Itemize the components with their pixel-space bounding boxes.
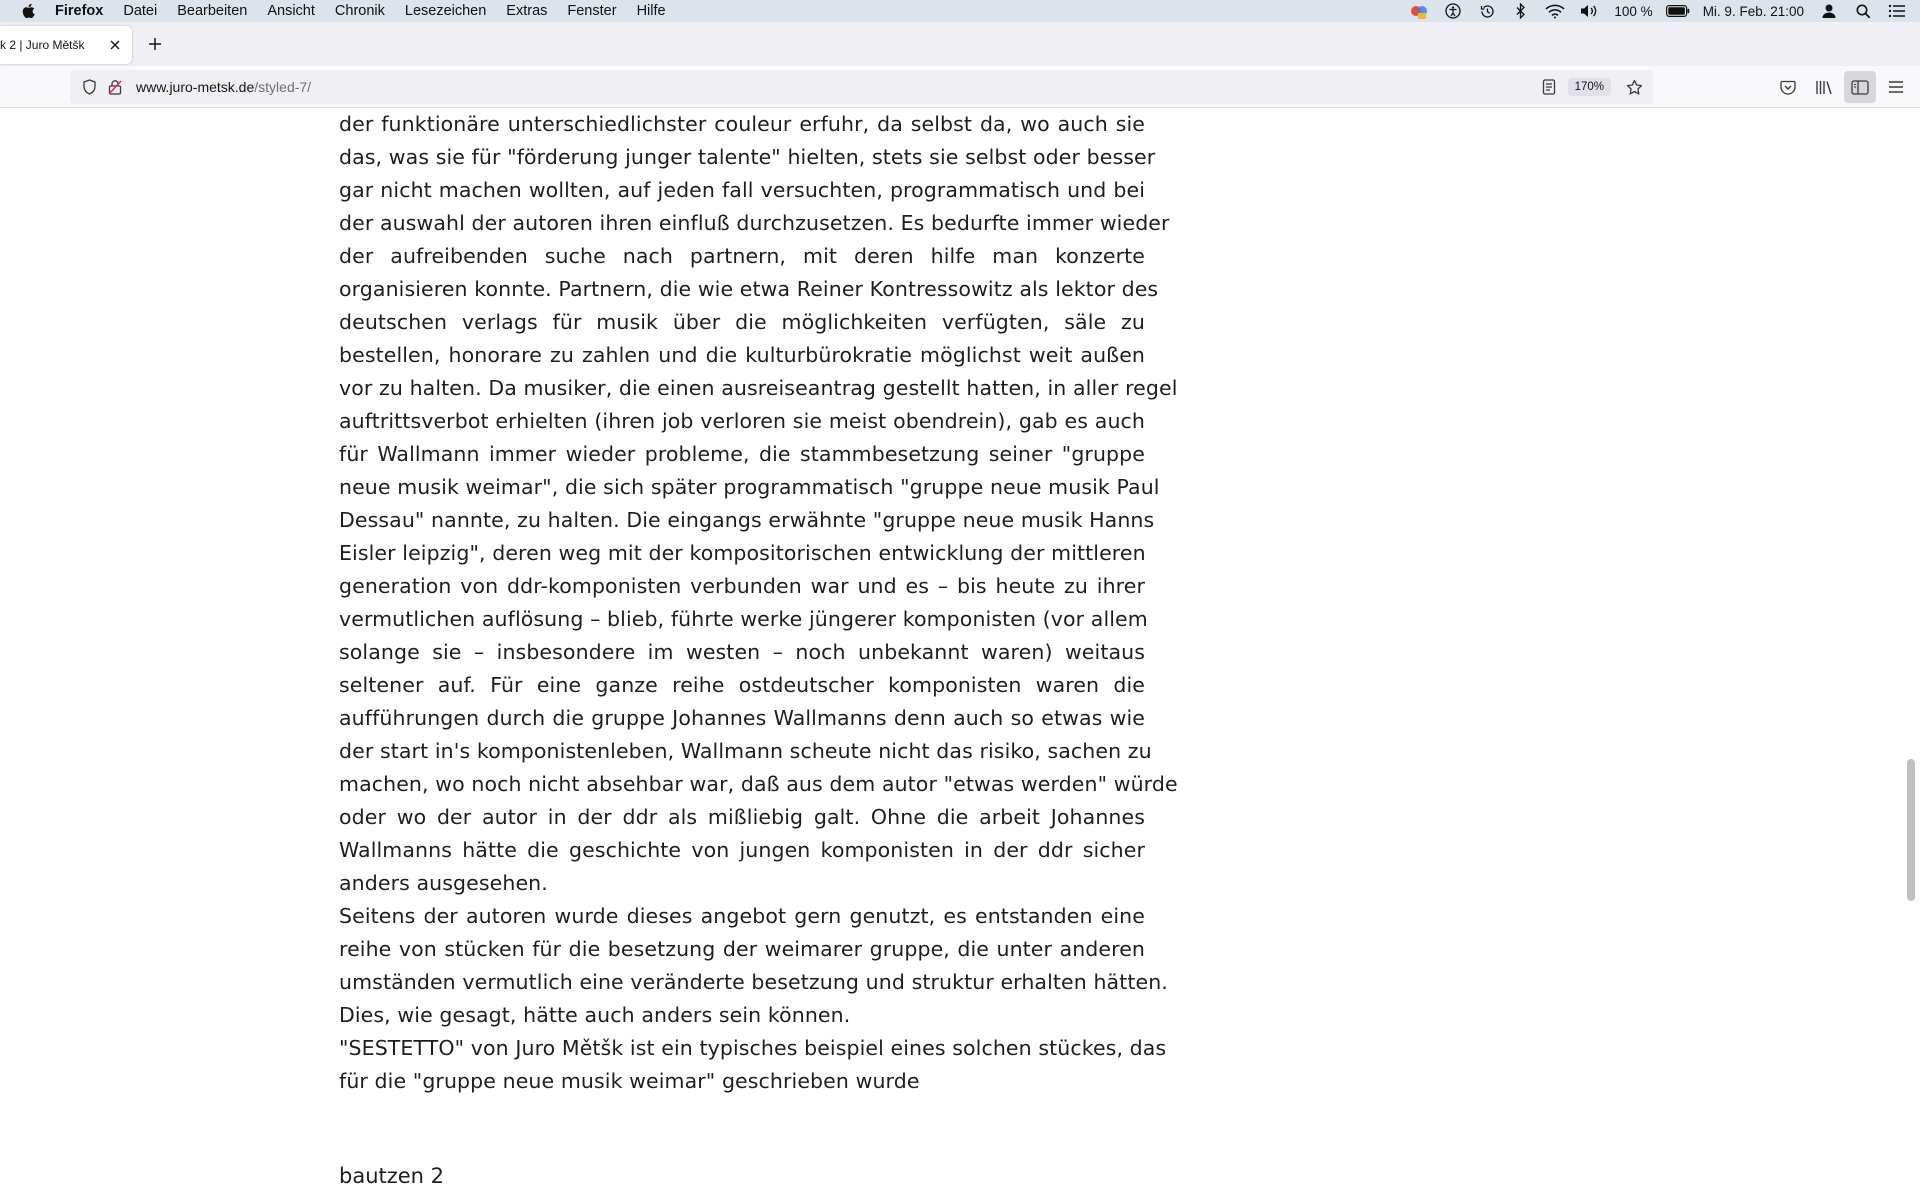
menu-clock[interactable]: Mi. 9. Feb. 21:00 — [1702, 3, 1804, 19]
text-line: machen, wo noch nicht absehbar war, daß aus dem autor "etwas werden" würde — [339, 772, 1178, 796]
text-line: anders ausgesehen. — [339, 871, 548, 895]
menu-lesezeichen[interactable]: Lesezeichen — [404, 3, 487, 19]
section-heading-bautzen-2: bautzen 2 — [339, 1164, 445, 1188]
close-tab-icon[interactable] — [104, 34, 126, 56]
text-line: Wallmanns hätte die geschichte von jungen komponisten in der ddr sicher — [339, 838, 1145, 862]
battery-icon[interactable] — [1665, 0, 1691, 22]
url-text[interactable] — [136, 79, 311, 95]
user-icon[interactable] — [1816, 0, 1842, 22]
article-text — [339, 108, 1178, 1098]
control-center-icon[interactable] — [1884, 0, 1910, 22]
apple-menu-icon[interactable] — [17, 0, 39, 22]
menu-datei[interactable]: Datei — [123, 3, 158, 19]
hamburger-menu-icon[interactable] — [1880, 71, 1912, 103]
text-line: generation von ddr-komponisten verbunden war und es – bis heute zu ihrer — [339, 574, 1145, 598]
text-line: bestellen, honorare zu zahlen und die kulturbürokratie möglichst weit außen — [339, 343, 1145, 367]
text-line: Dessau" nannte, zu halten. Die eingangs erwähnte "gruppe neue musik Hanns — [339, 508, 1155, 532]
url-path: /styled-7/ — [254, 79, 312, 95]
accessibility-icon[interactable] — [1440, 0, 1466, 22]
tab-strip — [0, 22, 1920, 66]
text-line: das, was sie für "förderung junger talente" hielten, stets sie selbst oder besser — [339, 145, 1156, 169]
navigation-toolbar — [0, 66, 1920, 108]
paragraph-funktionaere — [339, 108, 1178, 900]
url-host: www.juro-metsk.de — [136, 79, 255, 95]
text-line: auftrittsverbot erhielten (ihren job verloren sie meist obendrein), gab es auch — [339, 409, 1145, 433]
text-line: solange sie – insbesondere im westen – noch unbekannt waren) weitaus — [339, 640, 1145, 664]
text-line: der auswahl der autoren ihren einfluß durchzusetzen. Es bedurfte immer wieder — [339, 211, 1170, 235]
text-line: der aufreibenden suche nach partnern, mit deren hilfe man konzerte — [339, 244, 1145, 268]
menu-hilfe[interactable]: Hilfe — [636, 3, 666, 19]
battery-percentage: 100 % — [1614, 3, 1653, 19]
bookmark-star-icon[interactable] — [1623, 76, 1645, 98]
page-scrollbar-thumb[interactable] — [1907, 759, 1915, 901]
sidebar-toggle-icon[interactable] — [1844, 71, 1876, 103]
tracking-protection-shield-icon[interactable] — [78, 76, 100, 98]
pocket-icon[interactable] — [1772, 71, 1804, 103]
tab-juro-metsk[interactable] — [0, 26, 132, 64]
text-line: oder wo der autor in der ddr als mißliebig galt. Ohne die arbeit Johannes — [339, 805, 1145, 829]
reader-view-icon[interactable] — [1538, 76, 1560, 98]
text-line: seltener auf. Für eine ganze reihe ostdeutscher komponisten waren die — [339, 673, 1145, 697]
text-line: für Wallmann immer wieder probleme, die stammbesetzung seiner "gruppe — [339, 442, 1145, 466]
color-app-icon[interactable] — [1406, 0, 1432, 22]
text-line: reihe von stücken für die besetzung der weimarer gruppe, die unter anderen — [339, 937, 1145, 961]
text-line: der funktionäre unterschiedlichster couleur erfuhr, da selbst da, wo auch sie — [339, 112, 1145, 136]
text-line: aufführungen durch die gruppe Johannes Wallmanns denn auch so etwas wie — [339, 706, 1145, 730]
web-page-content — [0, 108, 1920, 1200]
paragraph-seitens-der-autoren — [339, 900, 1168, 1032]
text-line: für die "gruppe neue musik weimar" geschrieben wurde — [339, 1069, 920, 1093]
text-line: organisieren konnte. Partnern, die wie etwa Reiner Kontressowitz als lektor des — [339, 277, 1159, 301]
menu-extras[interactable]: Extras — [506, 3, 548, 19]
text-line: der start in's komponistenleben, Wallmann scheute nicht das risiko, sachen zu — [339, 739, 1152, 763]
text-line: vor zu halten. Da musiker, die einen ausreiseantrag gestellt hatten, in aller regel — [339, 376, 1178, 400]
library-icon[interactable] — [1808, 71, 1840, 103]
insecure-lock-icon[interactable] — [104, 76, 126, 98]
text-line: "SESTETTO" von Juro Mětšk ist ein typisches beispiel eines solchen stückes, das — [339, 1036, 1167, 1060]
menu-bearbeiten[interactable]: Bearbeiten — [177, 3, 248, 19]
menu-ansicht[interactable]: Ansicht — [267, 3, 315, 19]
menu-chronik[interactable]: Chronik — [334, 3, 385, 19]
time-machine-icon[interactable] — [1474, 0, 1500, 22]
spotlight-search-icon[interactable] — [1850, 0, 1876, 22]
new-tab-button[interactable] — [144, 33, 166, 55]
zoom-level-button[interactable]: 170% — [1568, 78, 1611, 96]
menu-app-firefox[interactable]: Firefox — [55, 3, 104, 19]
text-line: gar nicht machen wollten, auf jeden fall versuchten, programmatisch und bei — [339, 178, 1145, 202]
wifi-icon[interactable] — [1542, 0, 1568, 22]
text-line: Eisler leipzig", deren weg mit der kompositorischen entwicklung der mittleren — [339, 541, 1146, 565]
text-line: neue musik weimar", die sich später programmatisch "gruppe neue musik Paul — [339, 475, 1160, 499]
text-line: Dies, wie gesagt, hätte auch anders sein können. — [339, 1003, 851, 1027]
text-line: vermutlichen auflösung – blieb, führte werke jüngerer komponisten (vor allem — [339, 607, 1148, 631]
menu-fenster[interactable]: Fenster — [567, 3, 617, 19]
text-line: umständen vermutlich eine veränderte besetzung und struktur erhalten hätten. — [339, 970, 1168, 994]
bluetooth-icon[interactable] — [1508, 0, 1534, 22]
macos-menu-bar — [0, 0, 1920, 22]
paragraph-sestetto — [339, 1032, 1167, 1098]
url-bar[interactable] — [70, 70, 1653, 104]
text-line: Seitens der autoren wurde dieses angebot gern genutzt, es entstanden eine — [339, 904, 1145, 928]
text-line: deutschen verlags für musik über die möglichkeiten verfügten, säle zu — [339, 310, 1145, 334]
volume-icon[interactable] — [1576, 0, 1602, 22]
tab-title: k 2 | Juro Mětšk — [0, 38, 85, 52]
